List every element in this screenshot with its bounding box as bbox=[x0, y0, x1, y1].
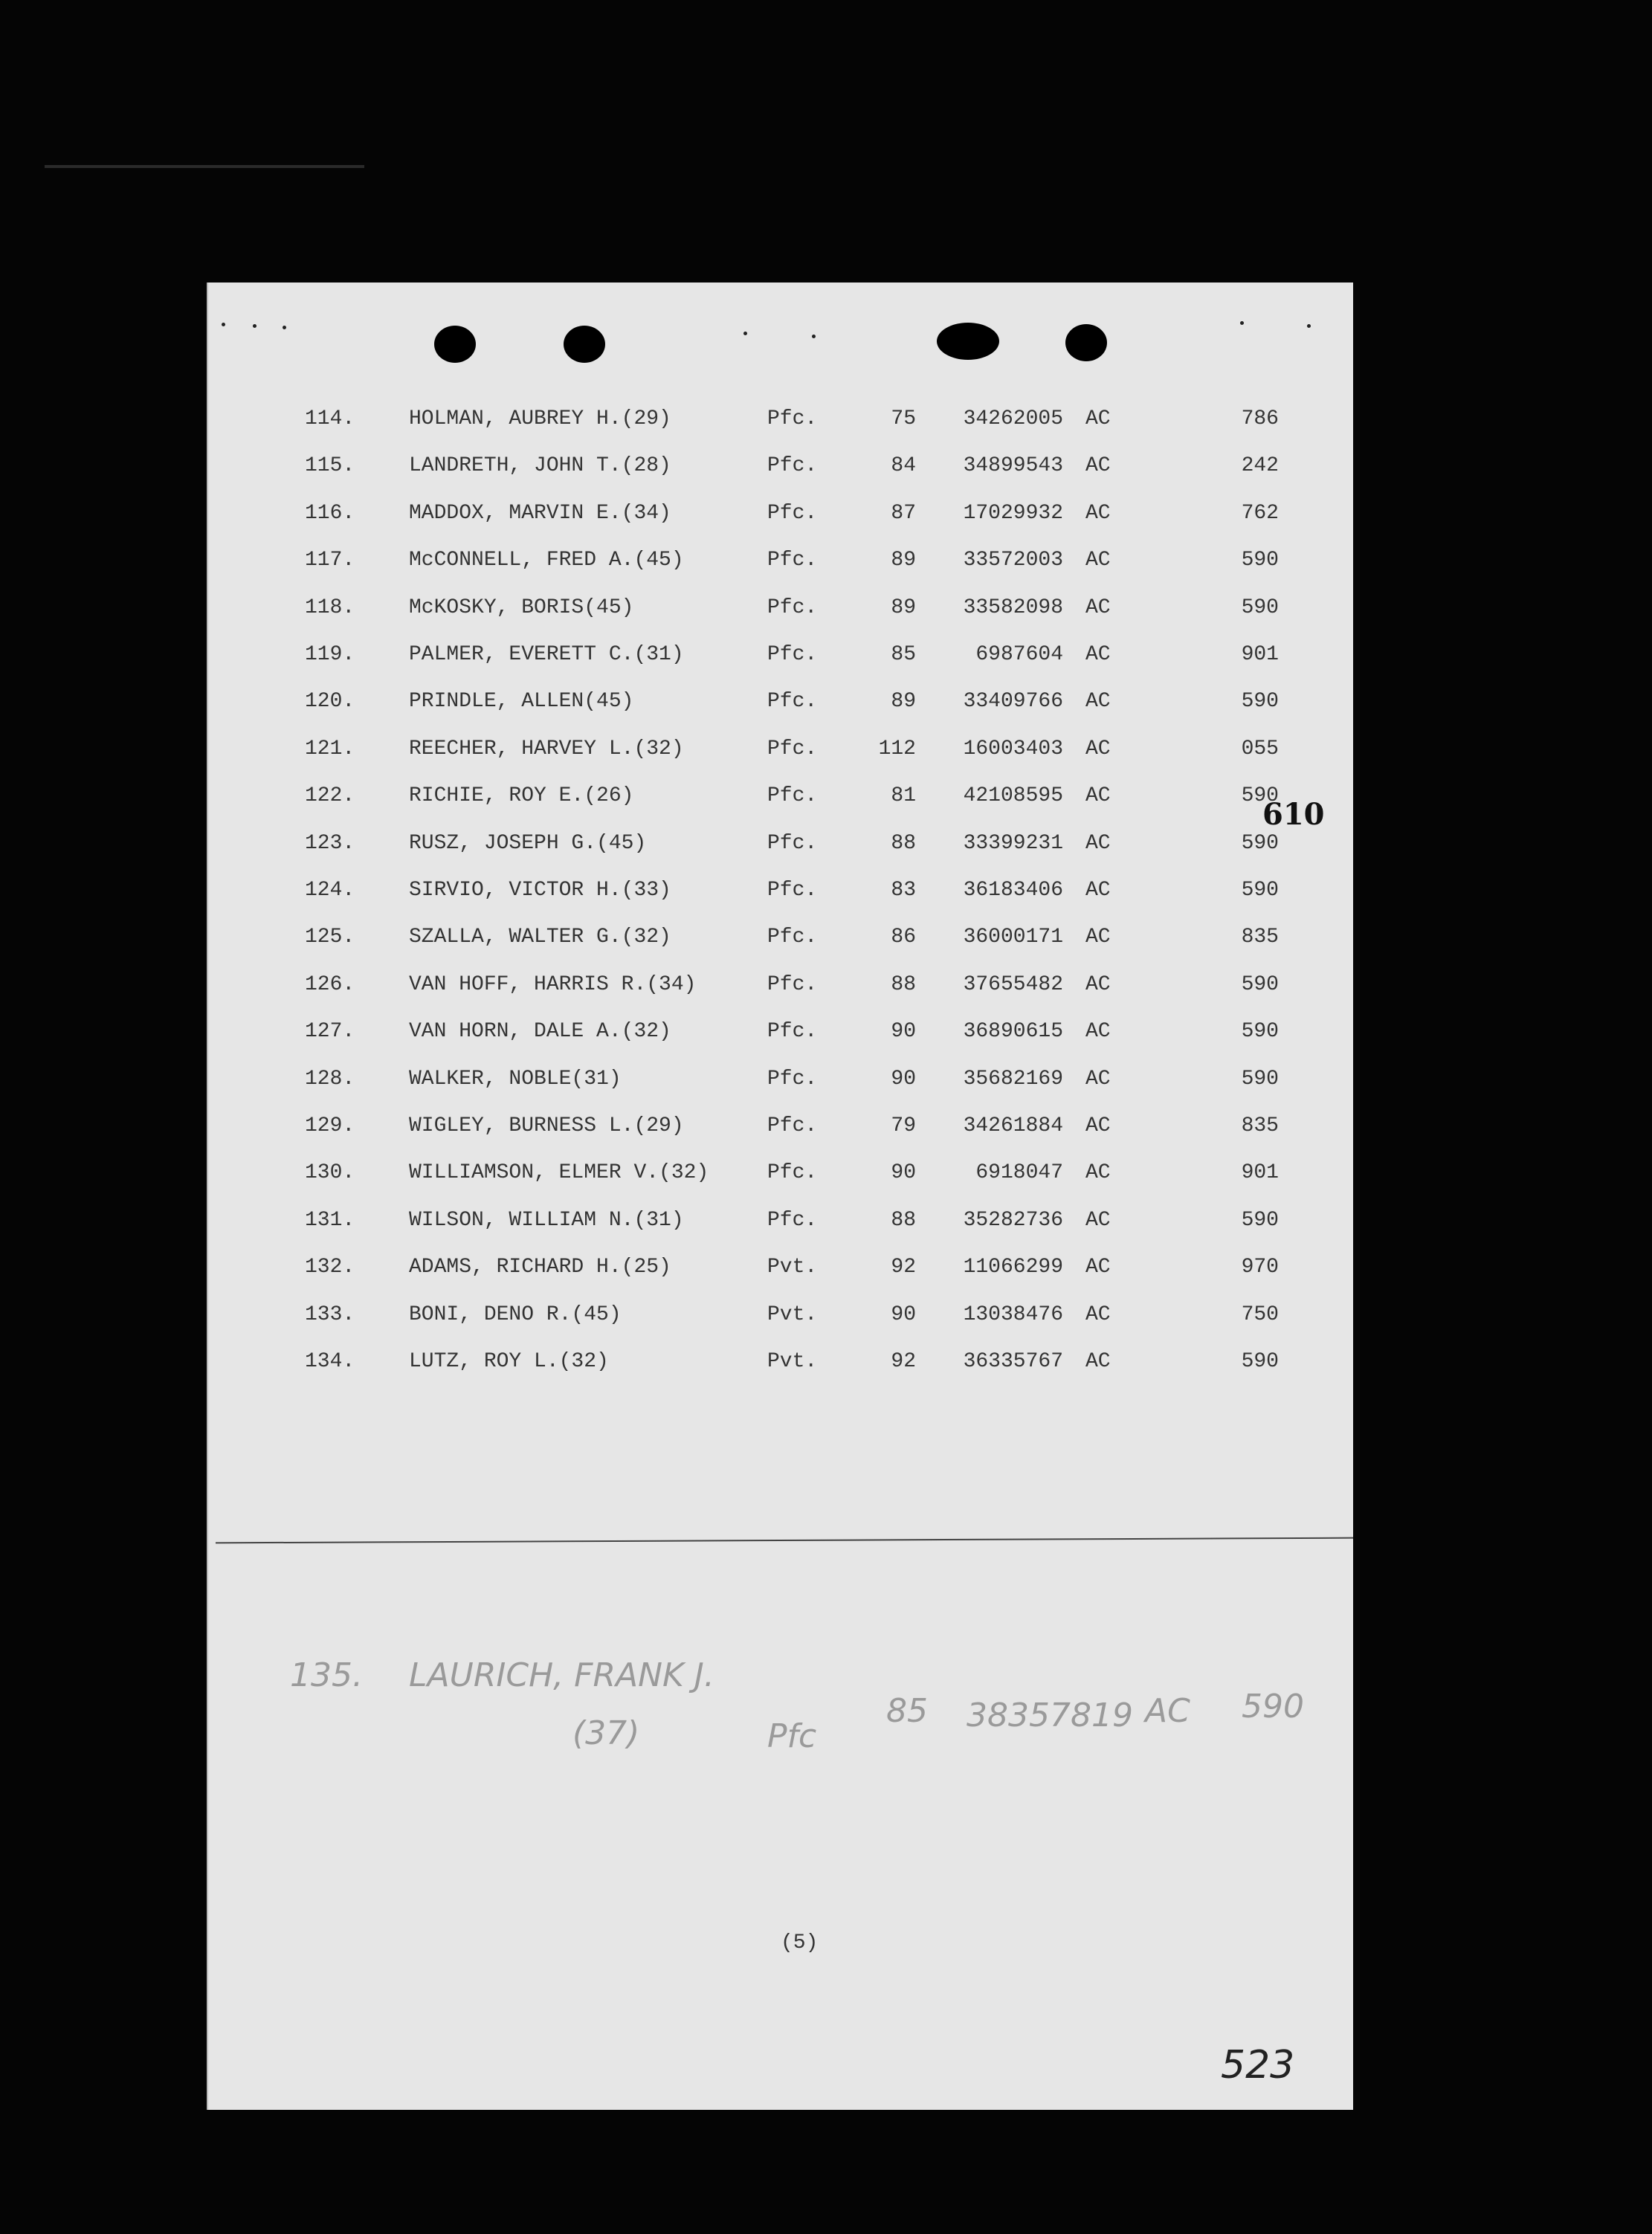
hw-num: 135. bbox=[290, 1656, 363, 1694]
table-row bbox=[208, 502, 1353, 546]
rank-cell: Pfc. bbox=[767, 879, 818, 902]
row-number: 122. bbox=[305, 784, 355, 808]
serial-number-cell: 13038476 bbox=[963, 1302, 1063, 1326]
row-number: 133. bbox=[305, 1302, 355, 1326]
score-cell: 92 bbox=[891, 1350, 916, 1373]
code-cell: 750 bbox=[1241, 1302, 1279, 1326]
score-cell: 87 bbox=[891, 501, 916, 525]
row-number: 118. bbox=[305, 595, 355, 619]
serial-number-cell: 6987604 bbox=[975, 643, 1063, 666]
table-row bbox=[208, 879, 1353, 923]
table-row bbox=[208, 454, 1353, 499]
score-cell: 88 bbox=[891, 831, 916, 855]
strike-through-line bbox=[216, 1537, 1353, 1544]
rank-cell: Pfc. bbox=[767, 1114, 818, 1137]
code-cell: 786 bbox=[1241, 407, 1279, 430]
row-number: 126. bbox=[305, 972, 355, 996]
rank-cell: Pfc. bbox=[767, 737, 818, 761]
table-row bbox=[208, 549, 1353, 593]
speck bbox=[253, 324, 256, 328]
code-cell: 901 bbox=[1241, 643, 1279, 666]
code-cell: 590 bbox=[1241, 1067, 1279, 1091]
row-number: 128. bbox=[305, 1067, 355, 1091]
table-row bbox=[208, 596, 1353, 641]
name-cell: REECHER, HARVEY L.(32) bbox=[409, 737, 684, 761]
table-row bbox=[208, 1350, 1353, 1395]
row-number: 121. bbox=[305, 737, 355, 761]
arm-cell: AC bbox=[1085, 549, 1111, 572]
row-number: 134. bbox=[305, 1350, 355, 1373]
code-cell: 762 bbox=[1241, 501, 1279, 525]
code-cell: 242 bbox=[1241, 454, 1279, 478]
rank-cell: Pfc. bbox=[767, 784, 818, 808]
arm-cell: AC bbox=[1085, 1256, 1111, 1279]
hw-arm: AC bbox=[1145, 1692, 1190, 1730]
table-row bbox=[208, 784, 1353, 829]
table-row bbox=[208, 1303, 1353, 1348]
serial-number-cell: 35682169 bbox=[963, 1067, 1063, 1091]
score-cell: 75 bbox=[891, 407, 916, 430]
hw-age: (37) bbox=[572, 1714, 640, 1752]
code-cell: 055 bbox=[1241, 737, 1279, 761]
arm-cell: AC bbox=[1085, 407, 1111, 430]
rank-cell: Pvt. bbox=[767, 1350, 818, 1373]
row-number: 114. bbox=[305, 407, 355, 430]
row-number: 117. bbox=[305, 549, 355, 572]
name-cell: LANDRETH, JOHN T.(28) bbox=[409, 454, 671, 478]
arm-cell: AC bbox=[1085, 690, 1111, 714]
rank-cell: Pfc. bbox=[767, 926, 818, 949]
code-cell: 970 bbox=[1241, 1256, 1279, 1279]
table-row bbox=[208, 973, 1353, 1018]
arm-cell: AC bbox=[1085, 1114, 1111, 1137]
score-cell: 90 bbox=[891, 1302, 916, 1326]
name-cell: VAN HOFF, HARRIS R.(34) bbox=[409, 972, 697, 996]
table-row bbox=[208, 1161, 1353, 1206]
arm-cell: AC bbox=[1085, 737, 1111, 761]
row-number: 120. bbox=[305, 690, 355, 714]
score-cell: 88 bbox=[891, 1208, 916, 1232]
name-cell: BONI, DENO R.(45) bbox=[409, 1302, 622, 1326]
name-cell: McCONNELL, FRED A.(45) bbox=[409, 549, 684, 572]
row-number: 124. bbox=[305, 879, 355, 902]
arm-cell: AC bbox=[1085, 831, 1111, 855]
serial-number-cell: 36335767 bbox=[963, 1350, 1063, 1373]
code-cell: 590 bbox=[1241, 831, 1279, 855]
name-cell: SIRVIO, VICTOR H.(33) bbox=[409, 879, 671, 902]
row-number: 115. bbox=[305, 454, 355, 478]
arm-cell: AC bbox=[1085, 784, 1111, 808]
code-cell: 590 bbox=[1241, 595, 1279, 619]
arm-cell: AC bbox=[1085, 454, 1111, 478]
code-cell: 590 bbox=[1241, 784, 1279, 808]
table-row bbox=[208, 926, 1353, 970]
score-cell: 86 bbox=[891, 926, 916, 949]
table-row bbox=[208, 690, 1353, 735]
speck bbox=[283, 326, 286, 329]
name-cell: LUTZ, ROY L.(32) bbox=[409, 1350, 609, 1373]
hw-name: LAURICH, FRANK J. bbox=[409, 1656, 714, 1694]
rank-cell: Pfc. bbox=[767, 1067, 818, 1091]
score-cell: 81 bbox=[891, 784, 916, 808]
rank-cell: Pfc. bbox=[767, 643, 818, 666]
row-number: 116. bbox=[305, 501, 355, 525]
row-number: 119. bbox=[305, 643, 355, 666]
row-number: 129. bbox=[305, 1114, 355, 1137]
hw-rank: Pfc bbox=[767, 1717, 817, 1755]
serial-number-cell: 16003403 bbox=[963, 737, 1063, 761]
speck bbox=[222, 323, 225, 326]
scan-streak bbox=[45, 165, 364, 168]
speck bbox=[1307, 324, 1311, 328]
name-cell: SZALLA, WALTER G.(32) bbox=[409, 926, 671, 949]
code-cell: 590 bbox=[1241, 1208, 1279, 1232]
score-cell: 79 bbox=[891, 1114, 916, 1137]
name-cell: PRINDLE, ALLEN(45) bbox=[409, 690, 634, 714]
hw-code: 590 bbox=[1242, 1688, 1304, 1725]
name-cell: WILSON, WILLIAM N.(31) bbox=[409, 1208, 684, 1232]
code-cell: 835 bbox=[1241, 926, 1279, 949]
stamp-number: 610 bbox=[1262, 797, 1325, 832]
rank-cell: Pfc. bbox=[767, 595, 818, 619]
arm-cell: AC bbox=[1085, 1302, 1111, 1326]
rank-cell: Pfc. bbox=[767, 501, 818, 525]
name-cell: VAN HORN, DALE A.(32) bbox=[409, 1020, 671, 1044]
serial-number-cell: 33582098 bbox=[963, 595, 1063, 619]
code-cell: 590 bbox=[1241, 972, 1279, 996]
serial-number-cell: 33409766 bbox=[963, 690, 1063, 714]
name-cell: WALKER, NOBLE(31) bbox=[409, 1067, 622, 1091]
score-cell: 88 bbox=[891, 972, 916, 996]
arm-cell: AC bbox=[1085, 501, 1111, 525]
row-number: 123. bbox=[305, 831, 355, 855]
punch-hole bbox=[1065, 324, 1107, 361]
score-cell: 83 bbox=[891, 879, 916, 902]
code-cell: 590 bbox=[1241, 879, 1279, 902]
arm-cell: AC bbox=[1085, 1020, 1111, 1044]
score-cell: 89 bbox=[891, 690, 916, 714]
row-number: 127. bbox=[305, 1020, 355, 1044]
name-cell: WIGLEY, BURNESS L.(29) bbox=[409, 1114, 684, 1137]
arm-cell: AC bbox=[1085, 1067, 1111, 1091]
name-cell: PALMER, EVERETT C.(31) bbox=[409, 643, 684, 666]
score-cell: 89 bbox=[891, 595, 916, 619]
name-cell: RICHIE, ROY E.(26) bbox=[409, 784, 634, 808]
score-cell: 90 bbox=[891, 1161, 916, 1185]
rank-cell: Pvt. bbox=[767, 1302, 818, 1326]
serial-number-cell: 33572003 bbox=[963, 549, 1063, 572]
rank-cell: Pfc. bbox=[767, 1208, 818, 1232]
serial-number-cell: 33399231 bbox=[963, 831, 1063, 855]
score-cell: 92 bbox=[891, 1256, 916, 1279]
rank-cell: Pfc. bbox=[767, 407, 818, 430]
punch-hole bbox=[937, 323, 999, 360]
hw-score: 85 bbox=[886, 1692, 928, 1730]
arm-cell: AC bbox=[1085, 1161, 1111, 1185]
score-cell: 90 bbox=[891, 1020, 916, 1044]
rank-cell: Pfc. bbox=[767, 1161, 818, 1185]
arm-cell: AC bbox=[1085, 879, 1111, 902]
rank-cell: Pvt. bbox=[767, 1256, 818, 1279]
score-cell: 89 bbox=[891, 549, 916, 572]
rank-cell: Pfc. bbox=[767, 1020, 818, 1044]
code-cell: 590 bbox=[1241, 549, 1279, 572]
name-cell: WILLIAMSON, ELMER V.(32) bbox=[409, 1161, 709, 1185]
speck bbox=[1240, 321, 1244, 325]
punch-hole bbox=[564, 326, 605, 363]
score-cell: 112 bbox=[878, 737, 916, 761]
serial-number-cell: 34262005 bbox=[963, 407, 1063, 430]
rank-cell: Pfc. bbox=[767, 831, 818, 855]
serial-number-cell: 36183406 bbox=[963, 879, 1063, 902]
serial-number-cell: 36890615 bbox=[963, 1020, 1063, 1044]
row-number: 132. bbox=[305, 1256, 355, 1279]
rank-cell: Pfc. bbox=[767, 690, 818, 714]
table-row bbox=[208, 832, 1353, 877]
score-cell: 90 bbox=[891, 1067, 916, 1091]
serial-number-cell: 11066299 bbox=[963, 1256, 1063, 1279]
rank-cell: Pfc. bbox=[767, 972, 818, 996]
name-cell: ADAMS, RICHARD H.(25) bbox=[409, 1256, 671, 1279]
folio-number: 523 bbox=[1221, 2043, 1295, 2088]
document-page bbox=[207, 283, 1353, 2110]
table-row bbox=[208, 643, 1353, 688]
punch-hole bbox=[434, 326, 476, 363]
code-cell: 590 bbox=[1241, 1020, 1279, 1044]
serial-number-cell: 17029932 bbox=[963, 501, 1063, 525]
speck bbox=[743, 332, 747, 335]
serial-number-cell: 37655482 bbox=[963, 972, 1063, 996]
arm-cell: AC bbox=[1085, 972, 1111, 996]
serial-number-cell: 34899543 bbox=[963, 454, 1063, 478]
name-cell: McKOSKY, BORIS(45) bbox=[409, 595, 634, 619]
name-cell: MADDOX, MARVIN E.(34) bbox=[409, 501, 671, 525]
code-cell: 835 bbox=[1241, 1114, 1279, 1137]
arm-cell: AC bbox=[1085, 1208, 1111, 1232]
code-cell: 590 bbox=[1241, 1350, 1279, 1373]
serial-number-cell: 35282736 bbox=[963, 1208, 1063, 1232]
serial-number-cell: 36000171 bbox=[963, 926, 1063, 949]
score-cell: 85 bbox=[891, 643, 916, 666]
name-cell: HOLMAN, AUBREY H.(29) bbox=[409, 407, 671, 430]
table-row bbox=[208, 407, 1353, 452]
score-cell: 84 bbox=[891, 454, 916, 478]
code-cell: 590 bbox=[1241, 690, 1279, 714]
row-number: 130. bbox=[305, 1161, 355, 1185]
table-row bbox=[208, 737, 1353, 782]
serial-number-cell: 34261884 bbox=[963, 1114, 1063, 1137]
table-row bbox=[208, 1256, 1353, 1300]
arm-cell: AC bbox=[1085, 926, 1111, 949]
code-cell: 901 bbox=[1241, 1161, 1279, 1185]
rank-cell: Pfc. bbox=[767, 454, 818, 478]
page-footer: (5) bbox=[781, 1931, 819, 1954]
name-cell: RUSZ, JOSEPH G.(45) bbox=[409, 831, 647, 855]
table-row bbox=[208, 1209, 1353, 1253]
row-number: 131. bbox=[305, 1208, 355, 1232]
table-row bbox=[208, 1068, 1353, 1112]
arm-cell: AC bbox=[1085, 595, 1111, 619]
arm-cell: AC bbox=[1085, 643, 1111, 666]
rank-cell: Pfc. bbox=[767, 549, 818, 572]
row-number: 125. bbox=[305, 926, 355, 949]
serial-number-cell: 6918047 bbox=[975, 1161, 1063, 1185]
speck bbox=[812, 335, 816, 338]
arm-cell: AC bbox=[1085, 1350, 1111, 1373]
hw-serial: 38357819 bbox=[967, 1697, 1133, 1734]
table-row bbox=[208, 1020, 1353, 1065]
serial-number-cell: 42108595 bbox=[963, 784, 1063, 808]
table-row bbox=[208, 1114, 1353, 1159]
